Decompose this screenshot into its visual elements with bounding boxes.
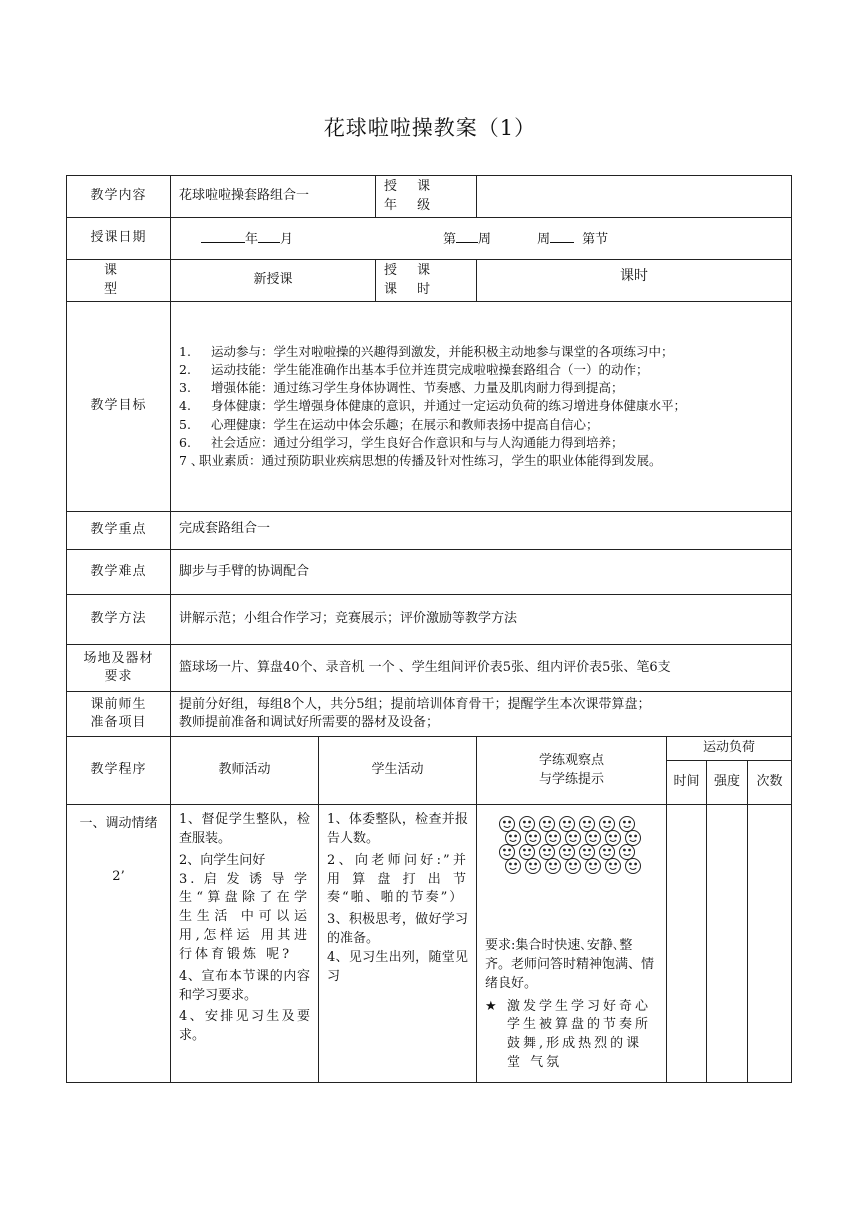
student-header: 学生活动 bbox=[319, 737, 477, 805]
objective-item: 2. 运动技能：学生能准确作出基本手位并连贯完成啦啦操套路组合（一）的动作； bbox=[179, 362, 649, 378]
date-value bbox=[171, 218, 792, 260]
student-face-icon bbox=[626, 831, 641, 846]
student-face-icon bbox=[560, 845, 575, 860]
prep-line-2: 教师提前准备和调试好所需要的器材及设备； bbox=[179, 715, 440, 730]
prep-label-line-1: 课前师生 bbox=[90, 697, 147, 713]
objectives-label: 教学目标 bbox=[67, 302, 171, 512]
student-face-icon bbox=[526, 859, 541, 874]
teacher-step: 2、向学生问好 bbox=[179, 852, 266, 868]
method-value: 讲解示范；小组合作学习；竞赛展示；评价激励等教学方法 bbox=[171, 595, 792, 645]
difficult-label: 教学难点 bbox=[67, 550, 171, 595]
intensity-cell bbox=[707, 805, 748, 1083]
procedure-row bbox=[67, 805, 792, 1083]
row-venue bbox=[67, 645, 792, 692]
teacher-step: 3.启发诱导学生“算盘除了在学生生活 中可以运用,怎样运 用其进行体育锻炼 呢? bbox=[179, 871, 310, 962]
teacher-step: 1、督促学生整队，检查服装。 bbox=[179, 812, 310, 846]
grade-value bbox=[477, 176, 792, 218]
time-header: 时间 bbox=[667, 761, 707, 805]
student-step: 2、向老师问好:”并用算盘打出节奏“啪、啪的节奏”） bbox=[327, 852, 469, 906]
venue-label-line-2: 要求 bbox=[104, 669, 133, 684]
students-formation-illustration bbox=[499, 815, 655, 877]
procedure-header-row-1 bbox=[67, 737, 792, 761]
row-key bbox=[67, 512, 792, 550]
teacher-step: 4、宣布本节课的内容和学习要求。 bbox=[179, 968, 310, 1003]
date-month: 月 bbox=[280, 231, 294, 247]
section-duration: 2’ bbox=[112, 868, 125, 884]
student-step: 1、体委整队，检查并报告人数。 bbox=[327, 812, 469, 846]
student-face-icon bbox=[600, 817, 615, 832]
count-cell bbox=[748, 805, 792, 1083]
section-cell bbox=[67, 805, 171, 1083]
key-label: 教学重点 bbox=[67, 512, 171, 550]
type-value: 新授课 bbox=[171, 260, 376, 302]
student-face-icon bbox=[500, 817, 515, 832]
row-difficult bbox=[67, 550, 792, 595]
student-face-icon bbox=[526, 831, 541, 846]
student-face-icon bbox=[606, 859, 621, 874]
grade-label: 授 课 年 级 bbox=[376, 176, 477, 218]
content-label: 教学内容 bbox=[67, 176, 171, 218]
objective-item: 1. 运动参与：学生对啦啦操的兴趣得到激发，并能积极主动地参与课堂的各项练习中； bbox=[179, 344, 674, 360]
time-cell bbox=[667, 805, 707, 1083]
objective-item: 3. 增强体能：通过练习学生身体协调性、节奏感、力量及肌肉耐力得到提高； bbox=[179, 380, 624, 396]
content-value: 花球啦啦操套路组合一 bbox=[171, 176, 376, 218]
observe-cell bbox=[477, 805, 667, 1083]
program-header: 教学程序 bbox=[67, 737, 171, 805]
hours-label: 授 课 课 时 bbox=[376, 260, 477, 302]
student-face-icon bbox=[580, 845, 595, 860]
prep-value bbox=[171, 692, 792, 737]
type-label: 课 型 bbox=[67, 260, 171, 302]
teacher-header: 教师活动 bbox=[171, 737, 319, 805]
student-face-icon bbox=[560, 817, 575, 832]
student-face-icon bbox=[540, 817, 555, 832]
row-date bbox=[67, 218, 792, 260]
observe-requirement: 要求:集合时快速､安静､整齐。老师问答时精神饱满、情绪良好。 bbox=[485, 938, 655, 991]
prep-line-1: 提前分好组，每组8个人，共分5组；提前培训体育骨干；提醒学生本次课带算盘； bbox=[179, 697, 651, 713]
page-title: 花球啦啦操教案（1） bbox=[323, 116, 537, 140]
teacher-activity bbox=[171, 805, 319, 1083]
student-face-icon bbox=[586, 831, 601, 846]
objectives-list bbox=[171, 302, 792, 512]
method-label: 教学方法 bbox=[67, 595, 171, 645]
date-week-prefix: 第 bbox=[443, 231, 457, 247]
student-face-icon bbox=[566, 831, 581, 846]
student-face-icon bbox=[620, 817, 635, 832]
student-face-icon bbox=[506, 831, 521, 846]
student-face-icon bbox=[600, 845, 615, 860]
student-activity bbox=[319, 805, 477, 1083]
weekday-blank bbox=[550, 228, 574, 243]
objective-item: 4. 身体健康：学生增强身体健康的意识，并通过一定运动负荷的练习增进身体健康水平； bbox=[179, 398, 687, 414]
row-prep bbox=[67, 692, 792, 737]
row-type bbox=[67, 260, 792, 302]
section-name: 一、调动情绪 bbox=[79, 816, 158, 831]
key-value: 完成套路组合一 bbox=[171, 512, 792, 550]
date-year: 年 bbox=[245, 231, 259, 247]
student-face-icon bbox=[606, 831, 621, 846]
teacher-step: 4、安排见习生及要求。 bbox=[179, 1009, 310, 1044]
hours-value: 课时 bbox=[477, 260, 792, 302]
observe-header-line-1: 学练观察点 bbox=[539, 753, 605, 769]
student-step: 3、积极思考，做好学习的准备。 bbox=[327, 912, 469, 947]
observe-tip bbox=[485, 998, 658, 1073]
venue-label bbox=[67, 645, 171, 692]
intensity-header: 强度 bbox=[707, 761, 748, 805]
prep-label bbox=[67, 692, 171, 737]
prep-label-line-2: 准备项目 bbox=[90, 715, 147, 730]
student-face-icon bbox=[566, 859, 581, 874]
row-content bbox=[67, 176, 792, 218]
student-face-icon bbox=[546, 831, 561, 846]
student-face-icon bbox=[520, 817, 535, 832]
student-face-icon bbox=[500, 845, 515, 860]
year-blank bbox=[201, 228, 245, 243]
objective-item: 5. 心理健康：学生在运动中体会乐趣；在展示和教师表扬中提高自信心； bbox=[179, 416, 599, 432]
student-face-icon bbox=[506, 859, 521, 874]
date-week: 周 bbox=[478, 231, 492, 247]
student-face-icon bbox=[580, 817, 595, 832]
student-step: 4、见习生出列，随堂见习 bbox=[327, 949, 469, 984]
count-header: 次数 bbox=[748, 761, 792, 805]
row-method bbox=[67, 595, 792, 645]
student-face-icon bbox=[540, 845, 555, 860]
month-blank bbox=[258, 228, 280, 243]
observe-header-line-2: 与学练提示 bbox=[539, 771, 605, 787]
observe-tip-text: 激发学生学习好奇心 学生被算盘的节奏所 鼓舞,形成热烈的课堂 气氛 bbox=[507, 998, 652, 1071]
date-weekday: 周 bbox=[537, 231, 551, 247]
objective-item: 6. 社会适应：通过分组学习，学生良好合作意识和与与人沟通能力得到培养； bbox=[179, 434, 624, 450]
objective-item: 7 、职业素质：通过预防职业疾病思想的传播及针对性练习，学生的职业体能得到发展。 bbox=[179, 452, 662, 468]
star-icon: ★ bbox=[485, 998, 500, 1014]
load-header: 运动负荷 bbox=[667, 737, 792, 761]
student-face-icon bbox=[520, 845, 535, 860]
difficult-value: 脚步与手臂的协调配合 bbox=[171, 550, 792, 595]
student-face-icon bbox=[620, 845, 635, 860]
observe-header bbox=[477, 737, 667, 805]
row-objectives bbox=[67, 302, 792, 512]
student-face-icon bbox=[626, 859, 641, 874]
student-face-icon bbox=[586, 859, 601, 874]
date-label: 授课日期 bbox=[67, 218, 171, 260]
date-period: 第节 bbox=[582, 231, 609, 247]
week-blank bbox=[456, 228, 478, 243]
student-face-icon bbox=[546, 859, 561, 874]
venue-label-line-1: 场地及器材 bbox=[83, 651, 154, 667]
lesson-plan-table bbox=[66, 175, 792, 1083]
venue-value: 篮球场一片、算盘40个、录音机 一个 、学生组间评价表5张、组内评价表5张、笔6支 bbox=[171, 645, 792, 692]
